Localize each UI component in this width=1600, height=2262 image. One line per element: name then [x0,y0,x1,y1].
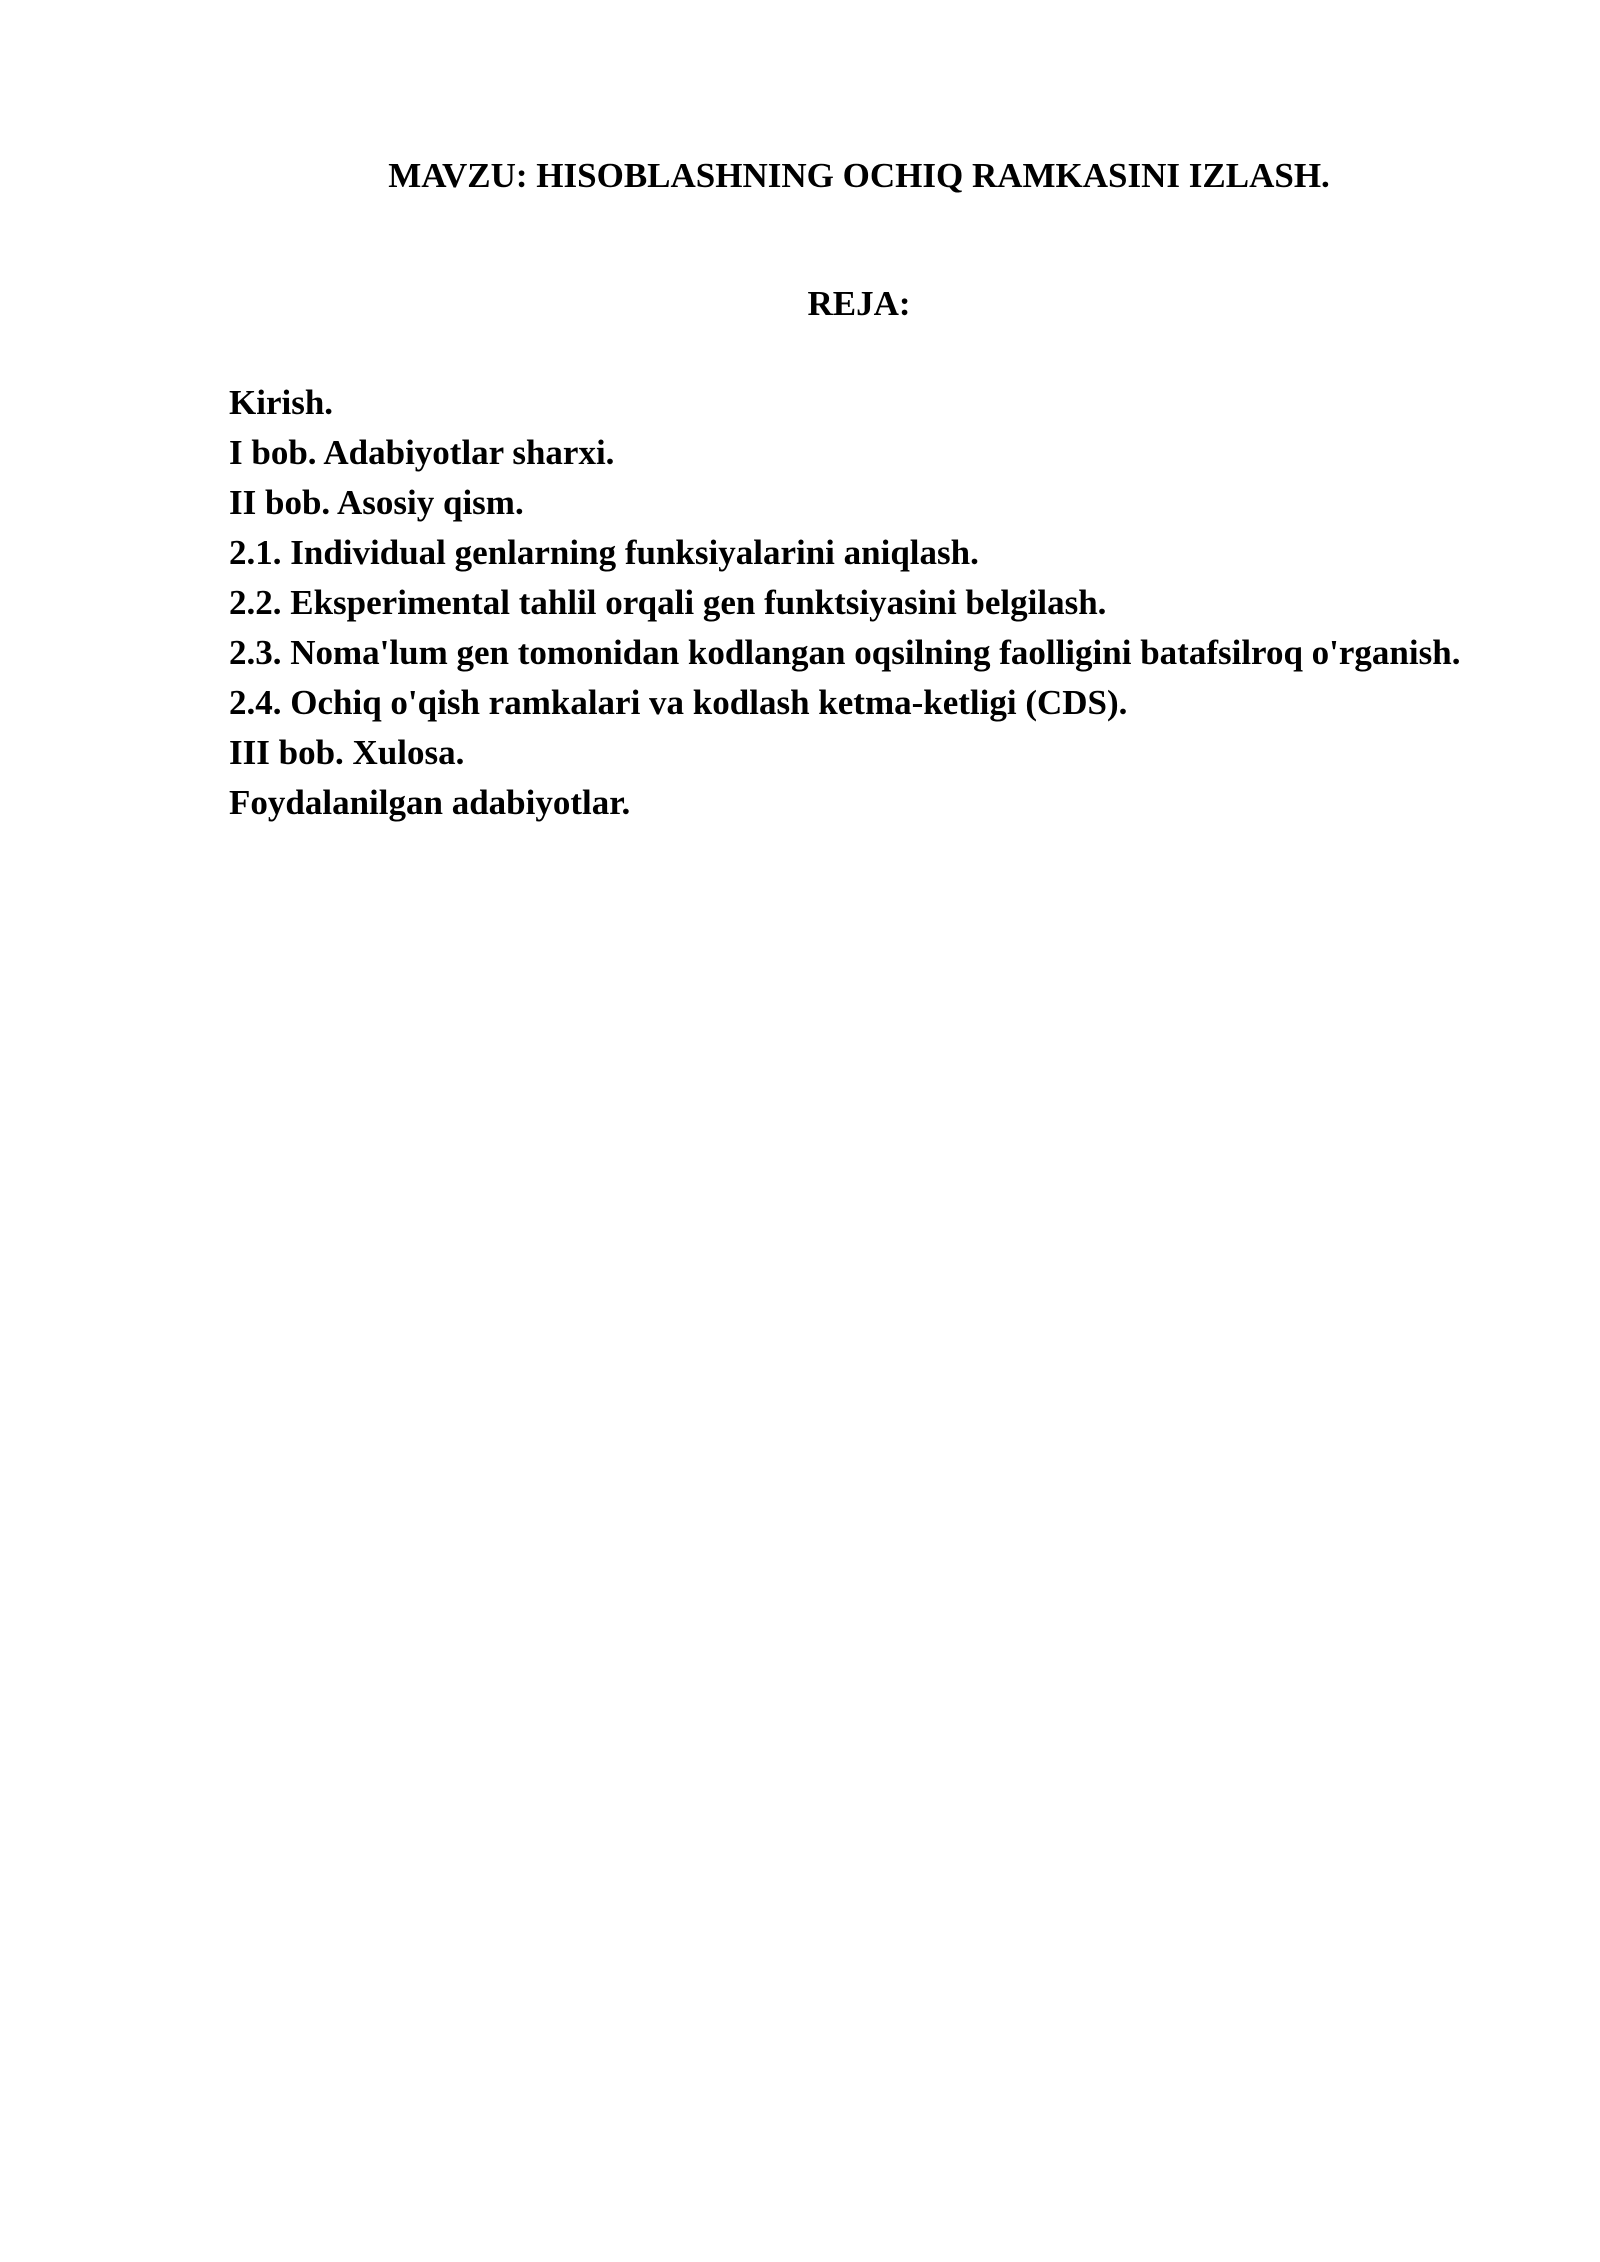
plan-outline [229,378,1488,828]
outline-item-introduction: Kirish. [229,383,334,422]
plan-heading: REJA: [807,284,911,323]
outline-item-section-2-2: 2.2. Eksperimental tahlil orqali gen funktsiyasini belgilash. [229,583,1107,622]
outline-item-section-2-3: 2.3. Noma'lum gen tomonidan kodlangan oqsilning faolligini batafsilroq o'rganish. [229,633,1461,672]
document-title: MAVZU: HISOBLASHNING OCHIQ RAMKASINI IZLASH. [388,156,1330,195]
outline-item-chapter-2: II bob. Asosiy qism. [229,483,524,522]
outline-item-chapter-3: III bob. Xulosa. [229,733,465,772]
outline-item-section-2-1: 2.1. Individual genlarning funksiyalarini aniqlash. [229,533,979,572]
outline-item-references: Foydalanilgan adabiyotlar. [229,783,631,822]
outline-item-chapter-1: I bob. Adabiyotlar sharxi. [229,433,615,472]
outline-item-section-2-4: 2.4. Ochiq o'qish ramkalari va kodlash ketma-ketligi (CDS). [229,683,1128,722]
